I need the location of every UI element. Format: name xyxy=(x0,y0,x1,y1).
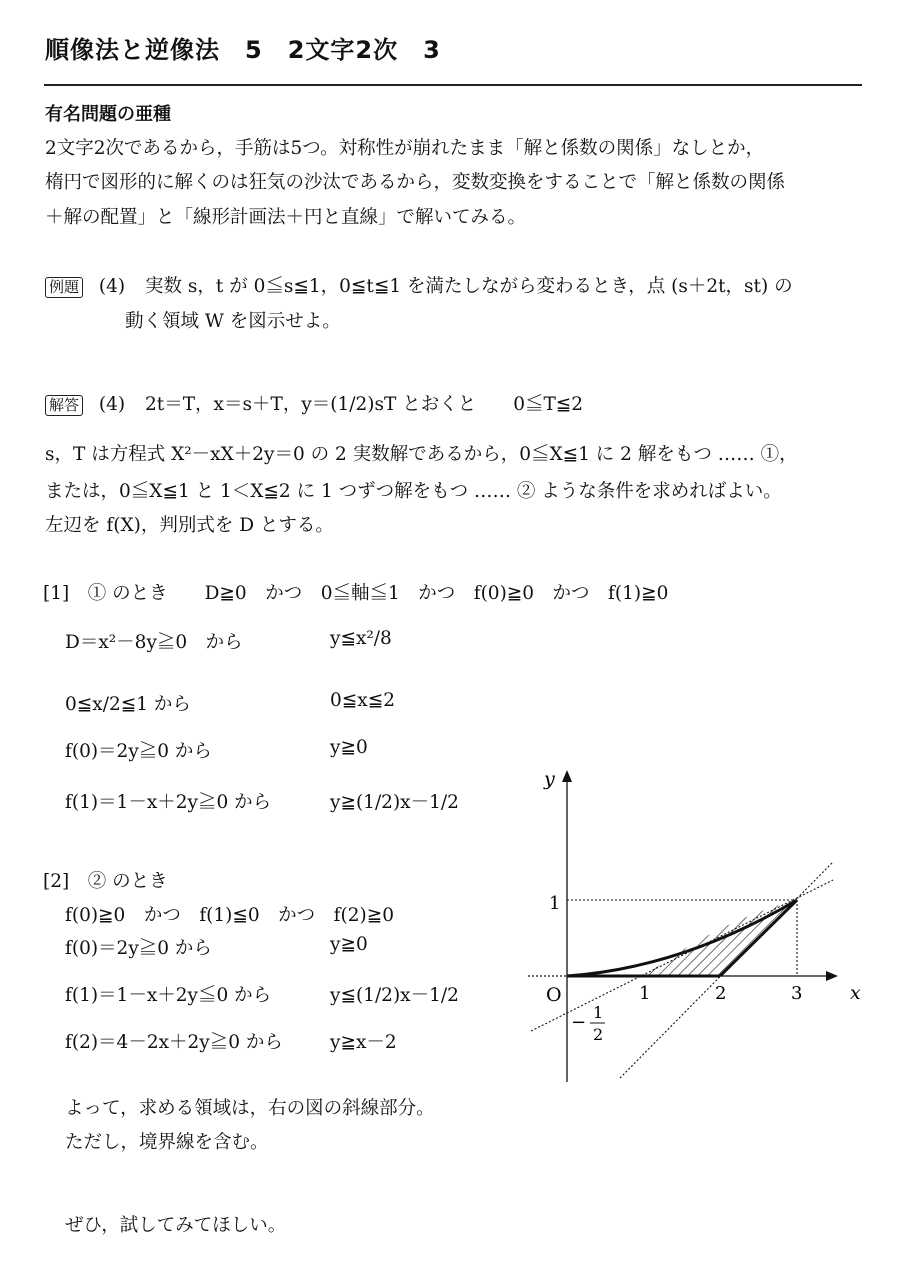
title-divider xyxy=(44,84,862,86)
conclusion-line-1: よって，求める領域は，右の図の斜線部分。 xyxy=(65,1098,435,1119)
example-block xyxy=(45,272,793,298)
y-axis-arrow-icon xyxy=(562,770,572,782)
case2-row2-right: y≦(1/2)x－1/2 xyxy=(330,985,459,1006)
neg-half-denominator: 2 xyxy=(593,1025,604,1044)
case1-row1-right: y≦x²/8 xyxy=(330,628,392,649)
case2-heading: [2] ② のとき xyxy=(43,871,168,892)
case2-condition: f(0)≧0 かつ f(1)≦0 かつ f(2)≧0 xyxy=(65,905,394,926)
case1-row2-right: 0≦x≦2 xyxy=(330,690,395,711)
case2-row3-right: y≧x－2 xyxy=(330,1032,397,1053)
answer-badge: 解答 xyxy=(45,395,83,416)
case1-row2-left: 0≦x/2≦1 から xyxy=(65,694,191,715)
intro-line-1: 2文字2次であるから，手筋は5つ。対称性が崩れたまま「解と係数の関係」なしとか， xyxy=(45,138,765,159)
example-line-2: 動く領域 W を図示せよ。 xyxy=(125,311,341,332)
case1-row1-left: D＝x²－8y≧0 から xyxy=(65,632,243,653)
case2-row1-left: f(0)＝2y≧0 から xyxy=(65,938,212,959)
region-graph xyxy=(520,760,861,1090)
x-axis-label: x xyxy=(850,982,861,1004)
case1-heading: [1] ① のとき D≧0 かつ 0≦軸≦1 かつ f(0)≧0 かつ f(1)≧0 xyxy=(43,583,669,604)
case1-row4-right: y≧(1/2)x－1/2 xyxy=(330,792,459,813)
closing-line: ぜひ，試してみてほしい。 xyxy=(65,1215,287,1236)
answer-number: (4) xyxy=(98,394,126,415)
example-number: (4) xyxy=(98,276,126,297)
conclusion-line-2: ただし，境界線を含む。 xyxy=(65,1132,269,1153)
case2-row1-right: y≧0 xyxy=(330,934,368,955)
answer-setup: 2t＝T，x＝s＋T，y＝(1/2)sT とおくと 0≦T≦2 xyxy=(145,394,584,415)
case2-row2-left: f(1)＝1－x＋2y≦0 から xyxy=(65,985,272,1006)
answer-block xyxy=(45,390,583,416)
section-subtitle: 有名問題の亜種 xyxy=(45,104,171,125)
y-axis-label: y xyxy=(544,768,555,790)
answer-line-3: 左辺を f(X)，判別式を D とする。 xyxy=(45,515,334,536)
example-badge: 例題 xyxy=(45,277,83,298)
case1-row4-left: f(1)＝1－x＋2y≧0 から xyxy=(65,792,272,813)
case2-row3-left: f(2)＝4－2x＋2y≧0 から xyxy=(65,1032,283,1053)
origin-label: O xyxy=(546,984,562,1006)
tick-x3: 3 xyxy=(791,983,803,1004)
answer-line-1: s，T は方程式 X²－xX＋2y＝0 の 2 実数解であるから，0≦X≦1 に 2 解をもつ …… ①， xyxy=(45,444,798,465)
case1-row3-right: y≧0 xyxy=(330,737,368,758)
case1-row3-left: f(0)＝2y≧0 から xyxy=(65,741,212,762)
neg-half-sign: − xyxy=(571,1012,587,1033)
intro-line-2: 楕円で図形的に解くのは狂気の沙汰であるから，変数変換をすることで「解と係数の関係 xyxy=(45,172,786,193)
answer-line-2: または，0≦X≦1 と 1＜X≦2 に 1 つずつ解をもつ …… ② ような条件を求めればよい。 xyxy=(45,481,782,502)
neg-half-numerator: 1 xyxy=(593,1003,604,1022)
tick-x1: 1 xyxy=(639,983,651,1004)
x-axis-arrow-icon xyxy=(826,971,838,981)
example-line-1: 実数 s，t が 0≦s≦1，0≦t≦1 を満たしながら変わるとき，点 (s＋2t，st) の xyxy=(145,276,793,297)
tick-x2: 2 xyxy=(715,983,727,1004)
page-title: 順像法と逆像法 5 2文字2次 3 xyxy=(45,36,441,64)
intro-line-3: ＋解の配置」と「線形計画法＋円と直線」で解いてみる。 xyxy=(45,207,527,228)
tick-y1: 1 xyxy=(549,893,561,914)
